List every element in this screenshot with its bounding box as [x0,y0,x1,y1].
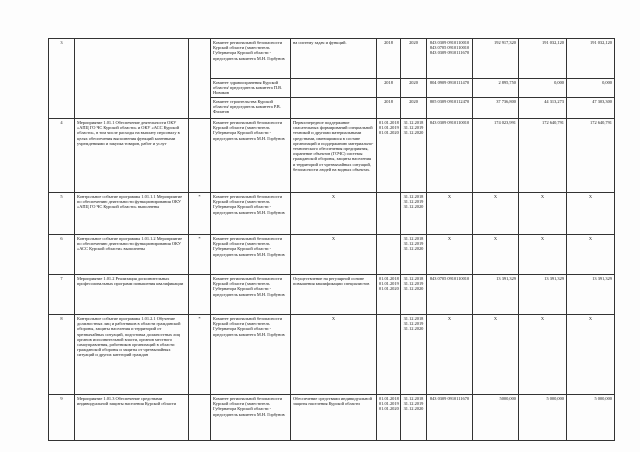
table-row [49,193,615,235]
activity-name: Мероприятие 1.01.1 Обеспечение деятельности ОКУ «АПЦ ГО ЧС Курской области» и ОКУ «АСС Курской области», в том числе расходы на выплату персоналу в целях обеспечения выполнения функций казенными учреждениями и закупка товаров, работ и услуг [75,119,189,193]
value-2020: 47 303,300 [567,98,615,119]
end-cell: 2020 [401,98,427,119]
kbk-cell: 843 0309 0910110010 [427,119,473,193]
result-cell: на систему задач и функций. [291,39,377,79]
end-cell: 31.12.2018 31.12.2019 31.12.2020 [401,119,427,193]
start-cell [377,235,401,275]
value-2018: 192 917,320 [473,39,519,79]
result-cell: Обеспечение средствами индивидуальной защиты населения Курской области [291,395,377,441]
start-cell: 01.01.2018 01.01.2019 01.01.2020 [377,275,401,315]
value-2020: X [567,193,615,235]
table-row [49,275,615,315]
row-number: 3 [49,39,75,119]
value-2019: 5 000,000 [519,395,567,441]
table-row [49,235,615,275]
value-2020: 5 000,000 [567,395,615,441]
value-2018: 174 023,991 [473,119,519,193]
executor-cell: Комитет региональной безопасности Курской области (заместитель Губернатора Курской области - председатель комитета М.Н. Горбунов [211,395,291,441]
value-2020: X [567,235,615,275]
start-cell: 2018 [377,79,401,98]
value-2018: X [473,235,519,275]
row-number: 4 [49,119,75,193]
program-table [48,38,615,441]
start-cell [377,193,401,235]
kbk-cell: 843 0309 0910110010 843 0705 0910110010 843 0309 0910111670 [427,39,473,79]
table-row [49,315,615,395]
end-cell: 2020 [401,39,427,79]
kbk-cell: 804 0909 0910111470 [427,79,473,98]
executor-cell: Комитет региональной безопасности Курской области (заместитель Губернатора Курской области - председатель комитета М.Н. Горбунов [211,119,291,193]
start-cell: 2018 [377,98,401,119]
end-cell: 31.12.2018 31.12.2019 31.12.2020 [401,235,427,275]
value-2019: 44 313,273 [519,98,567,119]
row-mark [189,395,211,441]
row-mark [189,39,211,119]
value-2019: 13 391,329 [519,275,567,315]
row-mark: * [189,315,211,395]
row-mark [189,119,211,193]
value-2018: 37 736,800 [473,98,519,119]
kbk-cell: 843 0309 0910111670 [427,395,473,441]
table-row [49,395,615,441]
row-number: 9 [49,395,75,441]
row-number: 8 [49,315,75,395]
end-cell: 31.12.2018 31.12.2019 31.12.2020 [401,275,427,315]
result-cell: Осуществление на регулярной основе повышения квалификации специалистов [291,275,377,315]
result-cell [291,98,377,119]
start-cell: 2018 [377,39,401,79]
activity-name: Мероприятие 1.01.3 Обеспечение средствами индивидуальной защиты населения Курской области [75,395,189,441]
executor-cell: Комитет здравоохранения Курской области/ председатель комитета П.В. Новиков [211,79,291,98]
value-2018: 2 895,750 [473,79,519,98]
table-row [49,39,615,79]
start-cell: 01.01.2018 01.01.2019 01.01.2020 [377,119,401,193]
end-cell: 2020 [401,79,427,98]
table-row [49,119,615,193]
kbk-cell: X [427,193,473,235]
value-2020: 191 032,120 [567,39,615,79]
activity-name: Мероприятие 1.01.2 Реализация дополнительных профессиональных программ повышения квалификации [75,275,189,315]
executor-cell: Комитет региональной безопасности Курской области (заместитель Губернатора Курской области - председатель комитета М.Н. Горбунов [211,275,291,315]
result-cell: X [291,315,377,395]
value-2019: X [519,193,567,235]
activity-name [75,39,189,119]
value-2018: X [473,315,519,395]
end-cell: 31.12.2018 31.12.2019 31.12.2020 [401,193,427,235]
end-cell: 31.12.2018 31.12.2019 31.12.2020 [401,315,427,395]
result-cell: X [291,193,377,235]
value-2020: 13 391,329 [567,275,615,315]
executor-cell: Комитет региональной безопасности Курской области (заместитель Губернатора Курской области - председатель комитета М.Н. Горбунов [211,39,291,79]
activity-name: Контрольное событие программы 1.01.1.1 Мероприятие по обеспечению деятельности функционирования ОКУ «АПЦ ГО ЧС Курской области» выполнены [75,193,189,235]
kbk-cell: 805 0309 0910112470 [427,98,473,119]
value-2020: X [567,315,615,395]
result-cell: Первоочередное поддержание спасательных формирований специальной техникой и другими материальными средствами, имеющимися в составе организаций и поддержанию материально-технического обеспечения предприятия, охранение объектов (ГОЧС) системы гражданской обороны, защиты населения и территорий от чрезвычайных ситуаций, безопасности людей на водных объектах. [291,119,377,193]
row-number: 5 [49,193,75,235]
value-2018: X [473,193,519,235]
value-2019: X [519,315,567,395]
kbk-cell: 843 0705 0910110010 [427,275,473,315]
value-2019: 172 640,791 [519,119,567,193]
result-cell: X [291,235,377,275]
value-2018: 5000,000 [473,395,519,441]
start-cell: 01.01.2018 01.01.2019 01.01.2020 [377,395,401,441]
end-cell: 31.12.2018 31.12.2019 31.12.2020 [401,395,427,441]
value-2019: 191 032,120 [519,39,567,79]
result-cell [291,79,377,98]
row-number: 7 [49,275,75,315]
value-2019: X [519,235,567,275]
value-2020: 0,000 [567,79,615,98]
row-mark: * [189,193,211,235]
executor-cell: Комитет региональной безопасности Курской области (заместитель Губернатора Курской области - председатель комитета М.Н. Горбунов [211,315,291,395]
row-number: 6 [49,235,75,275]
value-2018: 13 391,329 [473,275,519,315]
value-2019: 0,000 [519,79,567,98]
executor-cell: Комитет региональной безопасности Курской области (заместитель Губернатора Курской области - председатель комитета М.Н. Горбунов [211,193,291,235]
activity-name: Контрольное событие программы 1.01.2.1 Обучение должностных лиц и работников в области гражданской обороны, защиты населения и территорий от чрезвычайных ситуаций, подготовка должностных лиц органов исполнительной власти, органов местного самоуправления, работников организаций в области гражданской обороны и защиты от чрезвычайных ситуаций и других категорий граждан [75,315,189,395]
kbk-cell: X [427,315,473,395]
activity-name: Контрольное событие программы 1.01.1.2 Мероприятие по обеспечению деятельности функционирования ОКУ «АСС Курской области» выполнены [75,235,189,275]
value-2020: 172 640,791 [567,119,615,193]
row-mark [189,275,211,315]
executor-cell: Комитет региональной безопасности Курской области (заместитель Губернатора Курской области - председатель комитета М.Н. Горбунов [211,235,291,275]
kbk-cell: X [427,235,473,275]
row-mark: * [189,235,211,275]
start-cell [377,315,401,395]
executor-cell: Комитет строительства Курской области/ председатель комитета Р.В. Филатов [211,98,291,119]
